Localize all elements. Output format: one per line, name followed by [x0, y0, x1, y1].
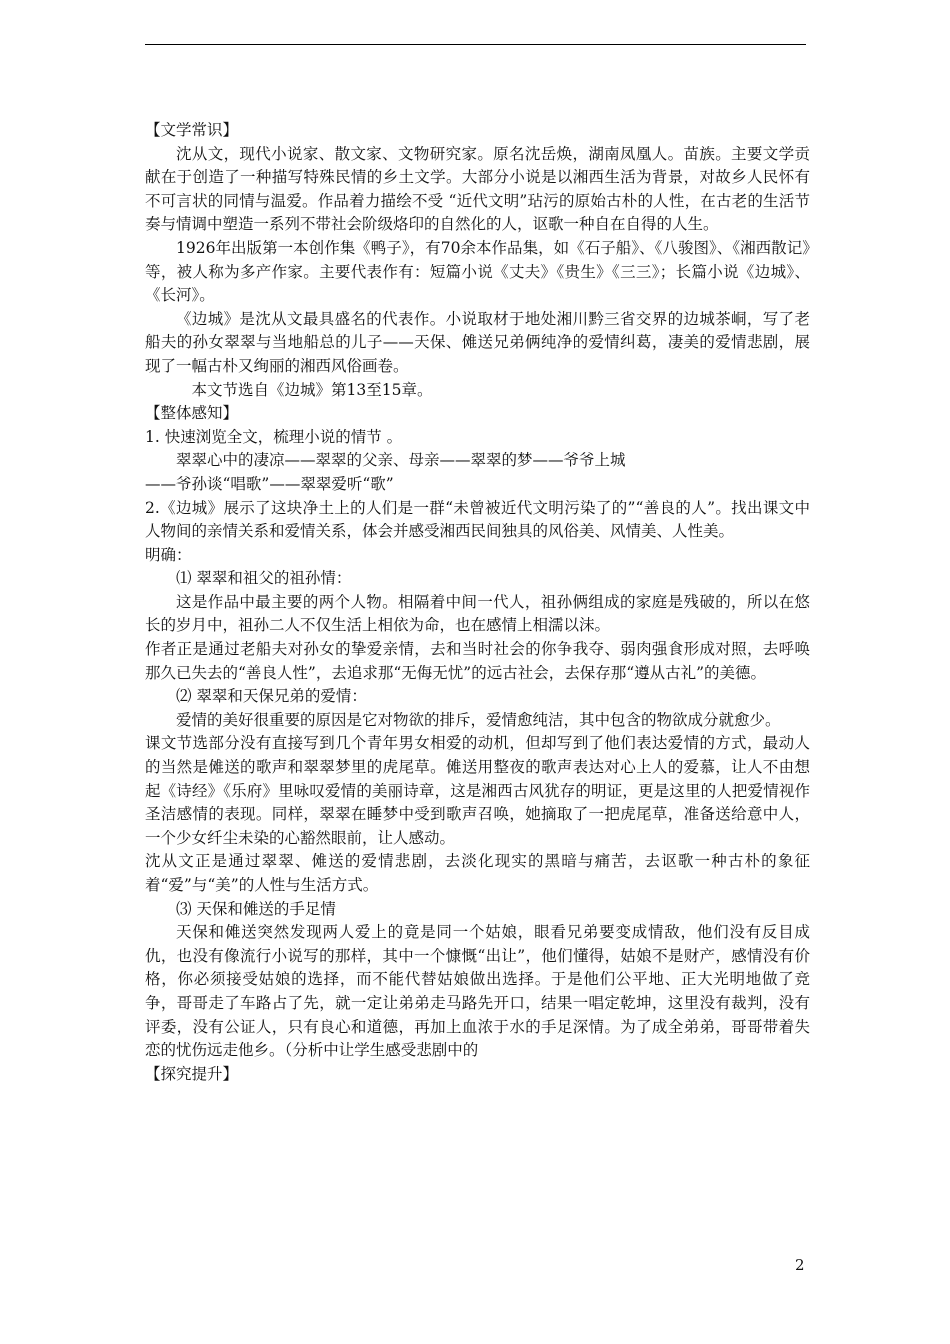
- question-2: 2.《边城》展示了这块净土上的人们是一群“未曾被近代文明污染了的”“善良的人”。找出课文中人物间的亲情关系和爱情关系，体会并感受湘西民间独具的风俗美、风情美、人性美。: [145, 498, 810, 541]
- subsection-2-paragraph-1: 爱情的美好很重要的原因是它对物欲的排斥，爱情愈纯洁，其中包含的物欲成分就愈少。: [176, 710, 781, 729]
- section-heading-overall-perception: 【整体感知】: [145, 404, 239, 423]
- plot-line-1: 翠翠心中的凄凉——翠翠的父亲、母亲——翠翠的梦——爷爷上城: [176, 451, 626, 470]
- subsection-2-title: ⑵ 翠翠和天保兄弟的爱情：: [176, 687, 367, 706]
- question-1: 1. 快速浏览全文，梳理小说的情节 。: [145, 427, 403, 446]
- subsection-2-paragraph-2: 课文节选部分没有直接写到几个青年男女相爱的动机，但却写到了他们表达爱情的方式，最动人的当然是傩送的歌声和翠翠梦里的虎尾草。傩送用整夜的歌声表达对心上人的爱慕，让人不由想起《诗经》《乐府》里咏叹爱情的美丽诗章，这是湘西古风犹存的明证，更是这里的人把爱情视作圣洁感情的表现。同样，翠翠在睡梦中受到歌声召唤，她摘取了一把虎尾草，准备送给意中人，一个少女纤尘未染的心豁然眼前，让人感动。: [145, 734, 810, 847]
- subsection-1-paragraph-2: 作者正是通过老船夫对孙女的挚爱亲情，去和当时社会的你争我夺、弱肉强食形成对照，去呼唤那久已失去的“善良人性”，去追求那“无侮无忧”的远古社会，去保存那“遵从古礼”的美德。: [145, 640, 810, 682]
- author-intro-paragraph: 沈从文，现代小说家、散文家、文物研究家。原名沈岳焕，湖南凤凰人。苗族。主要文学贡献在于创造了一种描写特殊民情的乡土文学。大部分小说是以湘西生活为背景，对故乡人民怀有不可言状的同情与温爱。作品着力描绘不受 “近代文明”玷污的原始古朴的人性，在古老的生活节奏与情调中塑造一系列不带社会阶级烙印的自然化的人，讴歌一种自在自得的人生。: [145, 144, 810, 234]
- subsection-2-paragraph-3: 沈从文正是通过翠翠、傩送的爱情悲剧，去淡化现实的黑暗与痛苦，去讴歌一种古朴的象征着“爱”与“美”的人性与生活方式。: [145, 852, 810, 894]
- clarify-label: 明确：: [145, 545, 192, 564]
- biancheng-paragraph: 《边城》是沈从文最具盛名的代表作。小说取材于地处湘川黔三省交界的边城茶峒，写了老船夫的孙女翠翠与当地船总的儿子——天保、傩送兄弟俩纯净的爱情纠葛，凄美的爱情悲剧，展现了一幅古朴又绚丽的湘西风俗画卷。: [145, 309, 810, 375]
- subsection-3-title: ⑶ 天保和傩送的手足情: [176, 899, 336, 918]
- section-heading-literary-knowledge: 【文学常识】: [145, 121, 239, 139]
- subsection-3-paragraph-1: 天保和傩送突然发现两人爱上的竟是同一个姑娘，眼看兄弟要变成情敌，他们没有反目成仇，也没有像流行小说写的那样，其中一个慷慨“出让”，他们懂得，姑娘不是财产，感情没有价格，你必须接受姑娘的选择，而不能代替姑娘做出选择。于是他们公平地、正大光明地做了竞争，哥哥走了车路占了先，就一定让弟弟走马路先开口，结果一唱定乾坤，这里没有裁判，没有评委，没有公证人，只有良心和道德，再加上血浓于水的手足深情。为了成全弟弟，哥哥带着失恋的忧伤远走他乡。（分析中让学生感受悲剧中的: [145, 923, 810, 1060]
- plot-line-2: ——爷孙谈“唱歌”——翠翠爱听“歌”: [145, 474, 394, 493]
- subsection-1-title: ⑴ 翠翠和祖父的祖孙情：: [176, 569, 352, 588]
- document-body: [145, 119, 810, 1086]
- subsection-1-paragraph-1: 这是作品中最主要的两个人物。相隔着中间一代人，祖孙俩组成的家庭是残破的，所以在悠长的岁月中，祖孙二人不仅生活上相依为命，也在感情上相濡以沫。: [145, 592, 810, 635]
- page-number: 2: [795, 1256, 805, 1274]
- header-rule: [145, 44, 806, 45]
- excerpt-source-note: 本文节选自《边城》第13至15章。: [191, 380, 433, 399]
- works-paragraph: 1926年出版第一本创作集《鸭子》，有70余本作品集，如《石子船》、《八骏图》、《湘西散记》等，被人称为多产作家。主要代表作有：短篇小说《丈夫》《贵生》《三三》；长篇小说《边城》、《长河》。: [145, 238, 810, 305]
- section-heading-inquiry: 【探究提升】: [145, 1064, 239, 1083]
